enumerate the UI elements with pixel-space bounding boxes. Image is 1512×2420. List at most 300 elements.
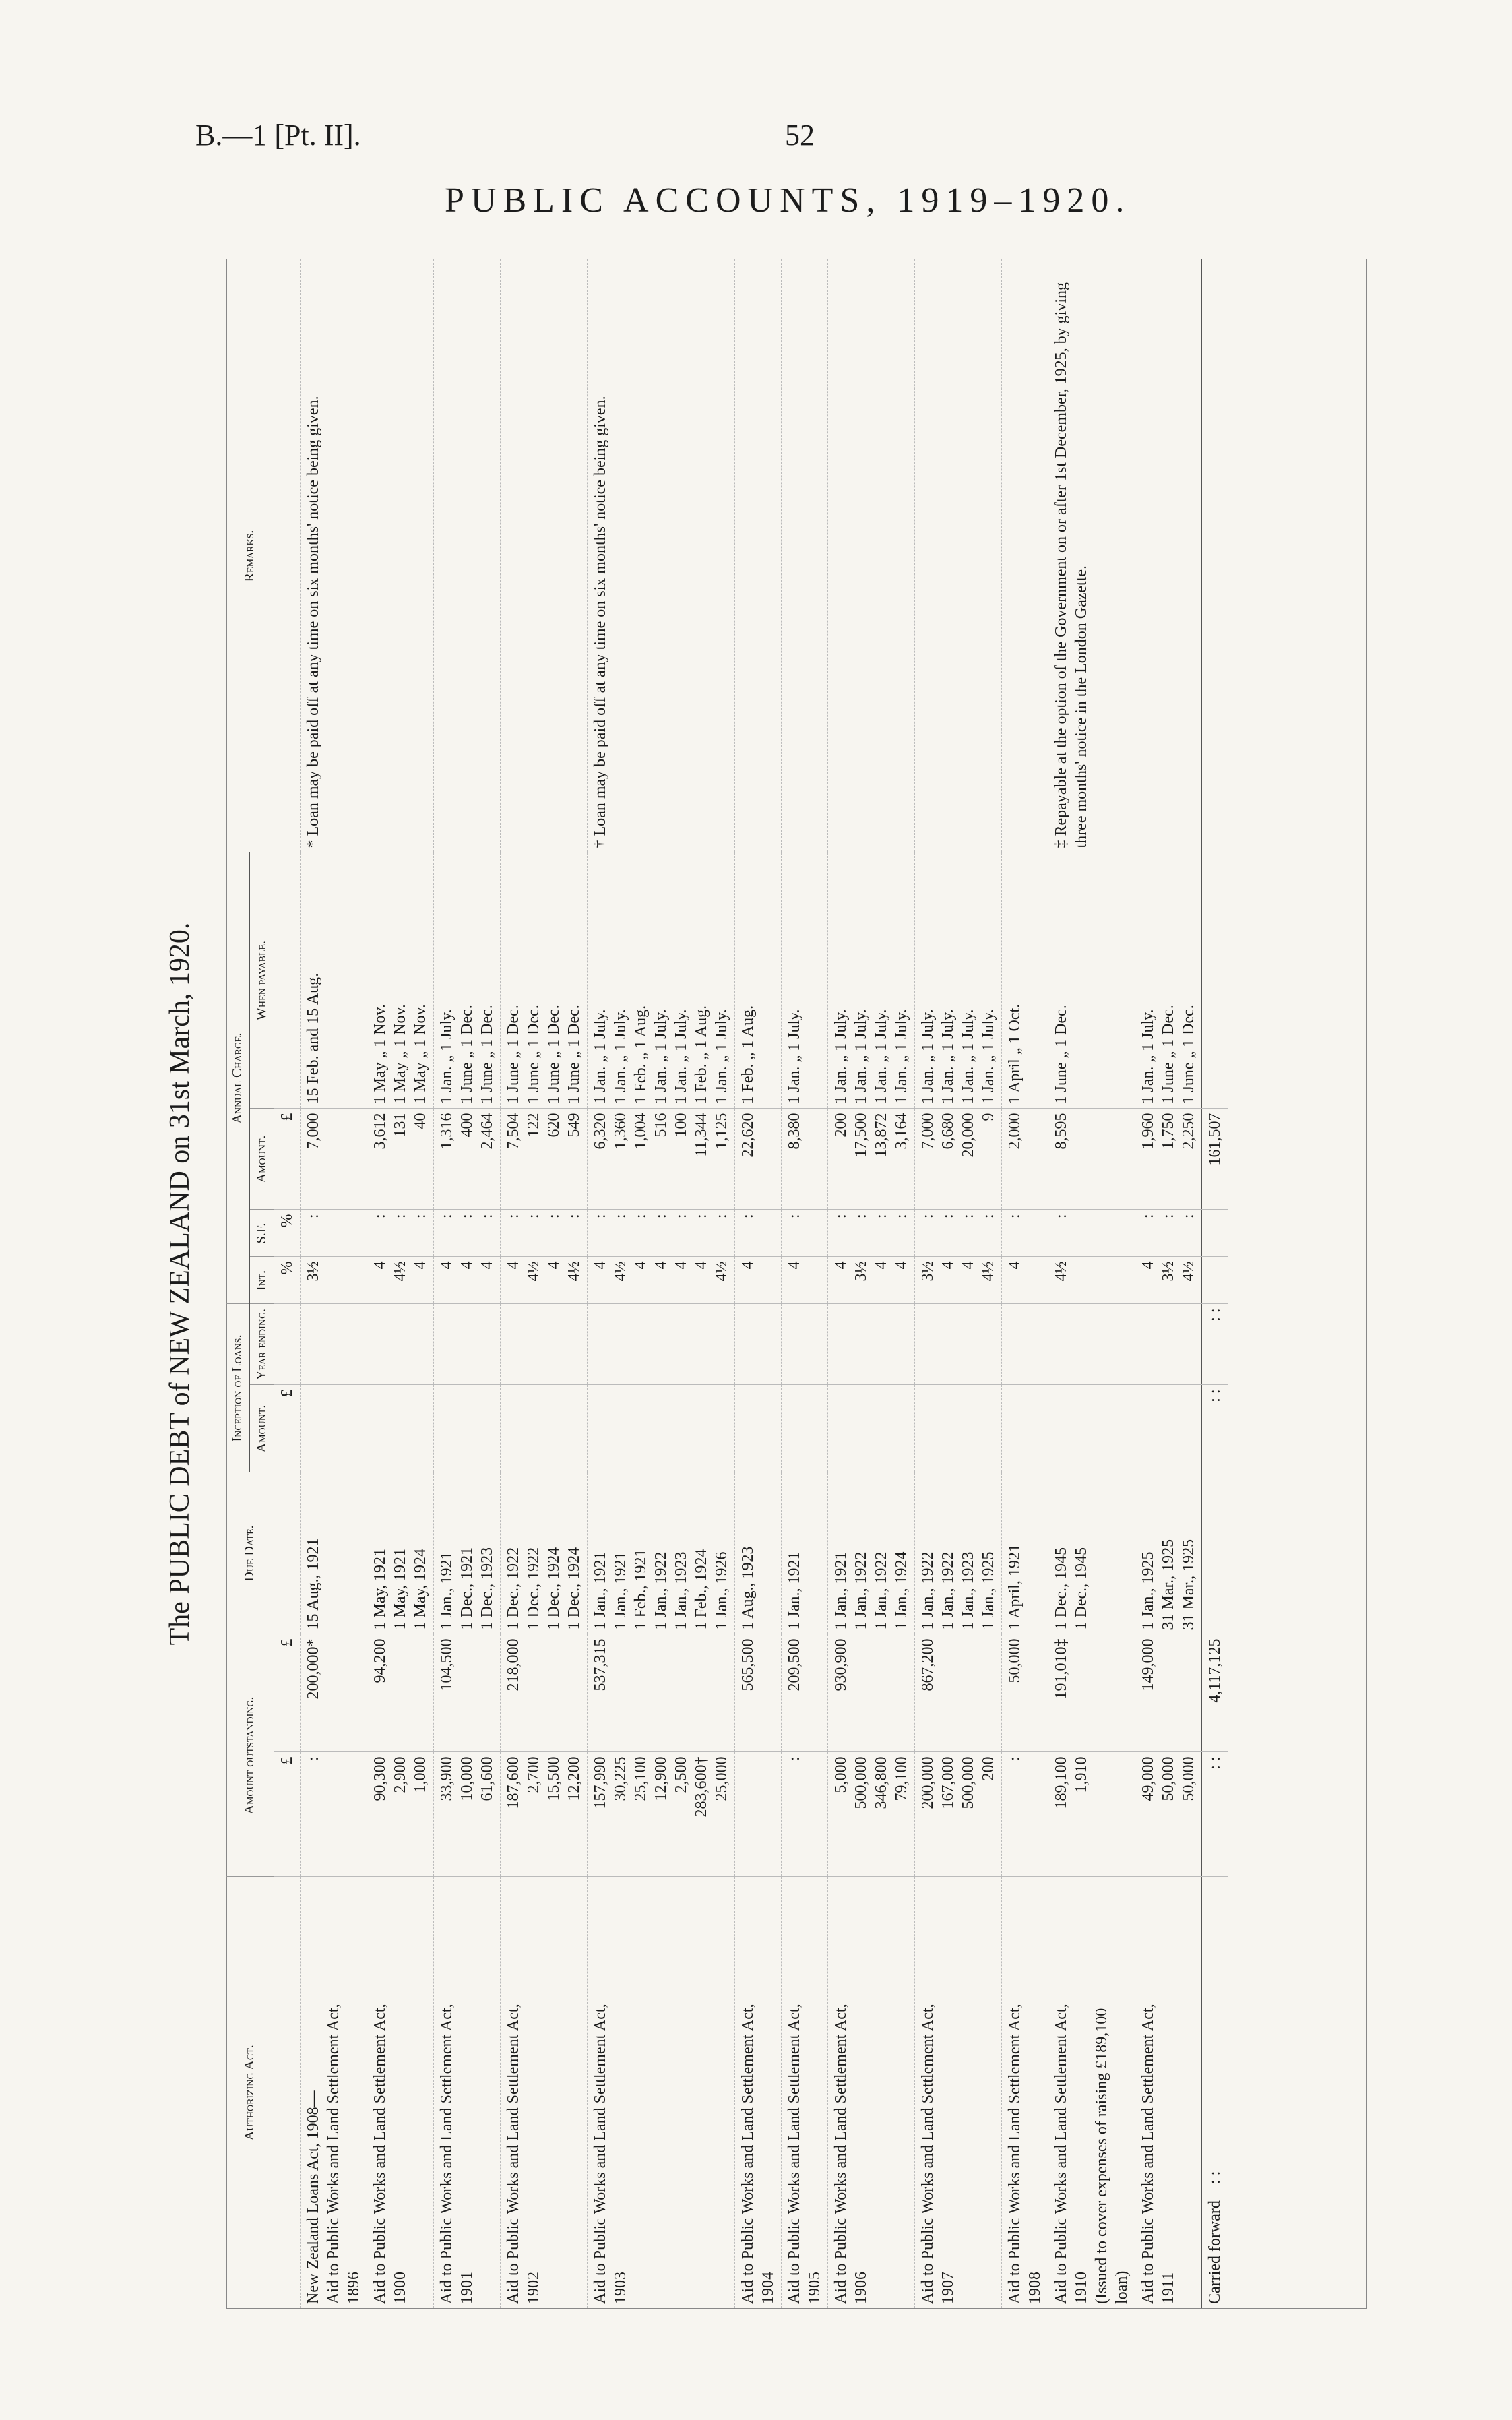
header-year-ending: Year ending. bbox=[250, 1304, 274, 1385]
inception-amount bbox=[367, 1385, 434, 1472]
charge-amount bbox=[1135, 1109, 1202, 1210]
rate-int-line: 4 bbox=[739, 1261, 757, 1270]
header-annual-charge: Annual Charge. bbox=[226, 852, 250, 1304]
due-date-line: 1 Dec., 1923 bbox=[478, 1547, 496, 1630]
authorizing-act-line: 1905 bbox=[806, 2272, 823, 2304]
authorizing-act bbox=[1002, 1877, 1048, 2308]
when-payable-line: 1 May „ 1 Nov. bbox=[412, 1004, 429, 1105]
amount-item-line: 50,000 bbox=[1160, 1756, 1177, 1801]
when-payable-line: 1 Jan. „ 1 July. bbox=[873, 1009, 890, 1105]
rate-int-line bbox=[1071, 1261, 1092, 1299]
table-row bbox=[1002, 259, 1048, 2308]
authorizing-act-line: Aid to Public Works and Land Settlement Act, bbox=[1139, 2004, 1157, 2304]
charge-amount-line: 1,004 bbox=[632, 1113, 650, 1150]
due-date-line: 1 Dec., 1945 bbox=[1052, 1547, 1070, 1630]
charge-amount-line: 13,872 bbox=[873, 1113, 890, 1158]
document-title: PUBLIC ACCOUNTS, 1919–1920. bbox=[445, 181, 1131, 220]
table-row bbox=[1048, 259, 1135, 2308]
amount-item-line: : bbox=[305, 1756, 322, 1762]
rate-sf-line: : bbox=[1160, 1214, 1177, 1219]
due-date-line: 1 Jan., 1922 bbox=[873, 1551, 890, 1630]
rate-int-line: 3½ bbox=[305, 1261, 322, 1282]
rate-int-line: 4 bbox=[505, 1261, 522, 1270]
rate-sf-line: : bbox=[565, 1214, 583, 1219]
inception-year bbox=[434, 1304, 501, 1385]
amount-total: 537,315 bbox=[588, 1634, 735, 1752]
when-payable-line bbox=[1071, 857, 1092, 1104]
amount-item bbox=[367, 1752, 434, 1877]
rate-int-line: 4½ bbox=[980, 1261, 997, 1282]
charge-amount-line: 1,360 bbox=[612, 1113, 629, 1150]
authorizing-act bbox=[828, 1877, 915, 2308]
charge-amount bbox=[735, 1109, 782, 1210]
charge-amount-line: 516 bbox=[652, 1113, 670, 1138]
amount-item-line: 200,000 bbox=[919, 1756, 937, 1809]
due-date bbox=[782, 1472, 828, 1634]
charge-amount-line: 200 bbox=[832, 1113, 850, 1138]
when-payable-line: 1 Jan. „ 1 July. bbox=[852, 1009, 870, 1105]
remarks bbox=[1002, 259, 1048, 852]
rate-sf-line: : bbox=[305, 1214, 322, 1219]
rate-sf-line: : bbox=[739, 1214, 757, 1219]
carried-forward-spacer bbox=[1202, 1210, 1228, 1257]
rate-sf-line: : bbox=[672, 1214, 690, 1219]
authorizing-act bbox=[434, 1877, 501, 2308]
when-payable-line: 1 Jan. „ 1 July. bbox=[592, 1009, 609, 1105]
rate-sf-line: : bbox=[505, 1214, 522, 1219]
rate-int-line: 4 bbox=[632, 1261, 650, 1270]
table-row bbox=[782, 259, 828, 2308]
amount-item-line: 2,500 bbox=[672, 1756, 690, 1793]
header-rate-int: Int. bbox=[250, 1257, 274, 1304]
remarks bbox=[915, 259, 1002, 852]
when-payable bbox=[588, 852, 735, 1109]
inception-year bbox=[1135, 1304, 1202, 1385]
inception-amount bbox=[828, 1385, 915, 1472]
rate-sf-line: : bbox=[893, 1214, 910, 1219]
rate-int-line: 4½ bbox=[391, 1261, 409, 1282]
when-payable bbox=[782, 852, 828, 1109]
when-payable-line: 1 Feb. „ 1 Aug. bbox=[739, 1005, 757, 1105]
amount-total: 149,000 bbox=[1135, 1634, 1202, 1752]
remarks bbox=[828, 259, 915, 852]
amount-item-line: 200 bbox=[980, 1756, 997, 1781]
due-date-line: 1 Dec., 1924 bbox=[565, 1547, 583, 1630]
remarks: † Loan may be paid off at any time on six months' notice being given. bbox=[588, 259, 735, 852]
when-payable-line: 1 June „ 1 Dec. bbox=[565, 1005, 583, 1105]
authorizing-act-line: Aid to Public Works and Land Settlement Act, bbox=[371, 2004, 389, 2304]
rate-int-line: 4 bbox=[832, 1261, 850, 1270]
rate-int bbox=[735, 1257, 782, 1304]
rate-sf-line: : bbox=[713, 1214, 730, 1219]
charge-amount-line: 22,620 bbox=[739, 1113, 757, 1158]
authorizing-act-line: Aid to Public Works and Land Settlement Act, bbox=[1006, 2004, 1023, 2304]
header-amount-outstanding: Amount outstanding. bbox=[226, 1634, 274, 1877]
rate-sf-line: : bbox=[478, 1214, 496, 1219]
when-payable-line: 1 June „ 1 Dec. bbox=[1180, 1005, 1197, 1105]
amount-total: 867,200 bbox=[915, 1634, 1002, 1752]
amount-item-line: 500,000 bbox=[852, 1756, 870, 1809]
amount-item-line: 25,100 bbox=[632, 1756, 650, 1801]
when-payable bbox=[1002, 852, 1048, 1109]
due-date bbox=[1135, 1472, 1202, 1634]
charge-amount-line: 7,000 bbox=[305, 1113, 322, 1150]
unit-pound: £ bbox=[274, 1109, 301, 1210]
amount-item-line: 1,910 bbox=[1073, 1756, 1090, 1793]
when-payable-line: 1 June „ 1 Dec. bbox=[1160, 1005, 1177, 1105]
due-date-line: 15 Aug., 1921 bbox=[305, 1538, 322, 1630]
authorizing-act-line: Aid to Public Works and Land Settlement Act, bbox=[592, 2004, 609, 2304]
rate-int-line: 3½ bbox=[919, 1261, 937, 1282]
amount-item-line: 30,225 bbox=[612, 1756, 629, 1801]
amount-item bbox=[1002, 1752, 1048, 1877]
inception-amount bbox=[301, 1385, 367, 1472]
when-payable bbox=[434, 852, 501, 1109]
authorizing-act-line: Aid to Public Works and Land Settlement Act, bbox=[786, 2004, 803, 2304]
inception-amount bbox=[1002, 1385, 1048, 1472]
rate-sf-line: : bbox=[612, 1214, 629, 1219]
due-date-line: 1 Dec., 1945 bbox=[1073, 1547, 1090, 1630]
inception-year bbox=[588, 1304, 735, 1385]
inception-amount bbox=[782, 1385, 828, 1472]
rate-sf-line: : bbox=[980, 1214, 997, 1219]
due-date-line: 1 Feb., 1921 bbox=[632, 1549, 650, 1630]
when-payable-line: 1 Jan. „ 1 July. bbox=[939, 1009, 957, 1105]
unit-percent: % bbox=[274, 1257, 301, 1304]
due-date-line: 1 Jan., 1922 bbox=[852, 1551, 870, 1630]
rate-sf-line: : bbox=[458, 1214, 476, 1219]
due-date-line: 1 Dec., 1924 bbox=[545, 1547, 563, 1630]
unit-row-spacer bbox=[274, 852, 301, 1109]
rate-int-line: 4 bbox=[412, 1261, 429, 1270]
rate-sf-line: : bbox=[1006, 1214, 1023, 1219]
rate-int-line: 4 bbox=[786, 1261, 803, 1270]
when-payable-line: 1 Jan. „ 1 July. bbox=[1139, 1009, 1157, 1105]
amount-item-line: : bbox=[1006, 1756, 1023, 1762]
rate-int-line: 4½ bbox=[565, 1261, 583, 1282]
rate-sf bbox=[1002, 1210, 1048, 1257]
due-date-line: 1 Jan., 1922 bbox=[652, 1551, 670, 1630]
amount-item-line: 12,900 bbox=[652, 1756, 670, 1801]
amount-item-line: 15,500 bbox=[545, 1756, 563, 1801]
amount-item-line: 79,100 bbox=[893, 1756, 910, 1801]
authorizing-act-line: 1901 bbox=[458, 2272, 476, 2304]
rate-sf-line: : bbox=[939, 1214, 957, 1219]
authorizing-act-line: 1896 bbox=[345, 2272, 363, 2304]
unit-pound: £ bbox=[274, 1752, 301, 1877]
authorizing-act-line: New Zealand Loans Act, 1908— bbox=[305, 2090, 322, 2304]
amount-item-line: 5,000 bbox=[832, 1756, 850, 1793]
charge-amount-line: 620 bbox=[545, 1113, 563, 1138]
due-date-line: 1 Jan., 1921 bbox=[612, 1551, 629, 1630]
charge-amount-line: 6,320 bbox=[592, 1113, 609, 1150]
table-title: The PUBLIC DEBT of NEW ZEALAND on 31st March, 1920. bbox=[164, 922, 195, 1646]
inception-amount bbox=[588, 1385, 735, 1472]
header-rate-sf: S.F. bbox=[250, 1210, 274, 1257]
rate-int-line: 4½ bbox=[1180, 1261, 1197, 1282]
charge-amount-line: 40 bbox=[412, 1113, 429, 1129]
charge-amount-line: 17,500 bbox=[852, 1113, 870, 1158]
charge-amount-line: 131 bbox=[391, 1113, 409, 1138]
rate-sf bbox=[588, 1210, 735, 1257]
rate-int-line: 4 bbox=[693, 1261, 710, 1270]
rate-sf-line: : bbox=[959, 1214, 977, 1219]
rate-int-line: 4 bbox=[652, 1261, 670, 1270]
remarks: * Loan may be paid off at any time on six months' notice being given. bbox=[301, 259, 367, 852]
due-date-line: 1 Jan., 1926 bbox=[713, 1551, 730, 1630]
amount-item-line: 49,000 bbox=[1139, 1756, 1157, 1801]
charge-amount-line: 2,000 bbox=[1006, 1113, 1023, 1150]
authorizing-act-line: Aid to Public Works and Land Settlement Act, bbox=[832, 2004, 850, 2304]
due-date-line: 1 Dec., 1921 bbox=[458, 1547, 476, 1630]
rate-sf-line: : bbox=[873, 1214, 890, 1219]
remarks: ‡ Repayable at the option of the Government on or after 1st December, 1925, by giving three months' notice in the London Gazette. bbox=[1048, 259, 1135, 852]
rate-int-line: 4 bbox=[478, 1261, 496, 1270]
due-date-line: 1 Jan., 1922 bbox=[919, 1551, 937, 1630]
due-date bbox=[367, 1472, 434, 1634]
rate-sf-line: : bbox=[371, 1214, 389, 1219]
when-payable-line: 1 Jan. „ 1 July. bbox=[786, 1009, 803, 1105]
rate-int-line: 4½ bbox=[612, 1261, 629, 1282]
rate-int-line: 4½ bbox=[713, 1261, 730, 1282]
amount-item-line bbox=[738, 1757, 758, 1873]
rate-int bbox=[434, 1257, 501, 1304]
authorizing-act bbox=[915, 1877, 1002, 2308]
when-payable-line: 1 Jan. „ 1 July. bbox=[438, 1009, 455, 1105]
rate-int-line: 4 bbox=[371, 1261, 389, 1270]
authorizing-act bbox=[1135, 1877, 1202, 2308]
unit-row-spacer bbox=[274, 259, 301, 852]
rate-int-line: 4 bbox=[873, 1261, 890, 1270]
authorizing-act-line: 1908 bbox=[1026, 2272, 1044, 2304]
charge-amount-line: 20,000 bbox=[959, 1113, 977, 1158]
due-date bbox=[588, 1472, 735, 1634]
charge-amount-line: 549 bbox=[565, 1113, 583, 1138]
amount-item bbox=[301, 1752, 367, 1877]
inception-year bbox=[915, 1304, 1002, 1385]
authorizing-act bbox=[588, 1877, 735, 2308]
due-date-line: 1 Jan., 1922 bbox=[939, 1551, 957, 1630]
amount-item-line: 187,600 bbox=[505, 1756, 522, 1809]
due-date-line: 31 Mar., 1925 bbox=[1180, 1539, 1197, 1630]
amount-item bbox=[1135, 1752, 1202, 1877]
unit-row-spacer bbox=[274, 1472, 301, 1634]
rate-int-line: 4 bbox=[959, 1261, 977, 1270]
rate-sf-line: : bbox=[1139, 1214, 1157, 1219]
when-payable-line: 1 Jan. „ 1 July. bbox=[893, 1009, 910, 1105]
charge-amount-line: 8,595 bbox=[1052, 1113, 1070, 1150]
table-row bbox=[828, 259, 915, 2308]
charge-amount bbox=[915, 1109, 1002, 1210]
due-date bbox=[1048, 1472, 1135, 1634]
inception-year bbox=[782, 1304, 828, 1385]
table-row bbox=[367, 259, 434, 2308]
rate-sf-line: : bbox=[652, 1214, 670, 1219]
charge-amount-line: 1,125 bbox=[713, 1113, 730, 1150]
amount-item-line: 1,000 bbox=[412, 1756, 429, 1793]
authorizing-act-line: 1910 bbox=[1073, 2272, 1090, 2304]
due-date-line: 1 Aug., 1923 bbox=[739, 1546, 757, 1630]
rate-int bbox=[828, 1257, 915, 1304]
when-payable bbox=[301, 852, 367, 1109]
due-date-line: 31 Mar., 1925 bbox=[1160, 1539, 1177, 1630]
due-date-line: 1 Jan., 1921 bbox=[832, 1551, 850, 1630]
authorizing-act-line: Aid to Public Works and Land Settlement Act, bbox=[505, 2004, 522, 2304]
rate-int-line: 4 bbox=[592, 1261, 609, 1270]
due-date-line: 1 Jan., 1921 bbox=[438, 1551, 455, 1630]
when-payable-line: 1 June „ 1 Dec. bbox=[458, 1005, 476, 1105]
inception-amount bbox=[501, 1385, 588, 1472]
due-date-line: 1 April, 1921 bbox=[1006, 1544, 1023, 1630]
charge-amount-line: 1,750 bbox=[1160, 1113, 1177, 1150]
inception-amount bbox=[735, 1385, 782, 1472]
rate-int-line: 4 bbox=[893, 1261, 910, 1270]
due-date bbox=[828, 1472, 915, 1634]
carried-forward-inception: : : bbox=[1202, 1385, 1228, 1472]
rate-sf bbox=[501, 1210, 588, 1257]
amount-total: 191,010‡ bbox=[1048, 1634, 1135, 1752]
authorizing-act-line: 1902 bbox=[525, 2272, 542, 2304]
rate-int-line: 4½ bbox=[1052, 1261, 1070, 1282]
authorizing-act-line: 1907 bbox=[939, 2272, 957, 2304]
public-debt-table bbox=[226, 259, 1228, 2308]
carried-forward-label: Carried forward : : bbox=[1202, 1877, 1228, 2308]
rate-sf-line: : bbox=[438, 1214, 455, 1219]
when-payable-line: 1 June „ 1 Dec. bbox=[478, 1005, 496, 1105]
when-payable-line: 1 May „ 1 Nov. bbox=[391, 1004, 409, 1105]
table-row bbox=[301, 259, 367, 2308]
rate-sf-line: : bbox=[592, 1214, 609, 1219]
charge-amount-line: 1,316 bbox=[438, 1113, 455, 1150]
rate-sf bbox=[1135, 1210, 1202, 1257]
when-payable-line: 1 Feb. „ 1 Aug. bbox=[693, 1005, 710, 1105]
rate-sf-line: : bbox=[693, 1214, 710, 1219]
when-payable-line: 1 May „ 1 Nov. bbox=[371, 1004, 389, 1105]
amount-item-line: 189,100 bbox=[1052, 1756, 1070, 1809]
rate-sf bbox=[367, 1210, 434, 1257]
charge-amount bbox=[588, 1109, 735, 1210]
charge-amount-line: 7,000 bbox=[919, 1113, 937, 1150]
due-date-line: 1 May, 1924 bbox=[412, 1549, 429, 1630]
due-date-line: 1 Jan., 1925 bbox=[980, 1551, 997, 1630]
due-date-line: 1 Feb., 1924 bbox=[693, 1549, 710, 1630]
amount-total: 209,500 bbox=[782, 1634, 828, 1752]
amount-item-line: 33,900 bbox=[438, 1756, 455, 1801]
inception-year bbox=[367, 1304, 434, 1385]
rate-int-line: 3½ bbox=[852, 1261, 870, 1282]
amount-item-line: 283,600† bbox=[693, 1756, 710, 1818]
due-date-line: 1 Jan., 1925 bbox=[1139, 1551, 1157, 1630]
amount-total: 200,000* bbox=[301, 1634, 367, 1752]
carried-forward-spacer bbox=[1202, 1472, 1228, 1634]
rate-sf-line: : bbox=[852, 1214, 870, 1219]
charge-amount-line bbox=[1071, 1113, 1092, 1205]
table-row bbox=[434, 259, 501, 2308]
inception-year bbox=[301, 1304, 367, 1385]
amount-total: 50,000 bbox=[1002, 1634, 1048, 1752]
charge-amount bbox=[1048, 1109, 1135, 1210]
charge-amount-line: 400 bbox=[458, 1113, 476, 1138]
rate-int-line: 4 bbox=[1139, 1261, 1157, 1270]
inception-year bbox=[1002, 1304, 1048, 1385]
rate-sf bbox=[434, 1210, 501, 1257]
authorizing-act-line: 1904 bbox=[759, 2272, 777, 2304]
carried-forward-spacer bbox=[1202, 259, 1228, 852]
authorizing-act bbox=[735, 1877, 782, 2308]
charge-amount-line: 7,504 bbox=[505, 1113, 522, 1150]
amount-item bbox=[915, 1752, 1002, 1877]
when-payable bbox=[367, 852, 434, 1109]
amount-item-line: 2,700 bbox=[525, 1756, 542, 1793]
when-payable bbox=[501, 852, 588, 1109]
amount-item bbox=[434, 1752, 501, 1877]
rate-int-line: 4 bbox=[672, 1261, 690, 1270]
amount-item-line: 167,000 bbox=[939, 1756, 957, 1809]
rate-sf-line: : bbox=[412, 1214, 429, 1219]
charge-amount-line: 3,612 bbox=[371, 1113, 389, 1150]
authorizing-act bbox=[301, 1877, 367, 2308]
when-payable bbox=[1135, 852, 1202, 1109]
header-remarks: Remarks. bbox=[226, 259, 274, 852]
amount-total: 930,900 bbox=[828, 1634, 915, 1752]
inception-amount bbox=[434, 1385, 501, 1472]
inception-year bbox=[828, 1304, 915, 1385]
charge-amount-line: 100 bbox=[672, 1113, 690, 1138]
rate-sf-line: : bbox=[919, 1214, 937, 1219]
inception-amount bbox=[915, 1385, 1002, 1472]
remarks bbox=[501, 259, 588, 852]
when-payable-line: 1 June „ 1 Dec. bbox=[1052, 1005, 1070, 1105]
inception-year bbox=[501, 1304, 588, 1385]
charge-amount bbox=[828, 1109, 915, 1210]
authorizing-act bbox=[1048, 1877, 1135, 2308]
carried-forward-spacer bbox=[1202, 1257, 1228, 1304]
amount-item-line: 90,300 bbox=[371, 1756, 389, 1801]
when-payable bbox=[915, 852, 1002, 1109]
rate-int bbox=[782, 1257, 828, 1304]
authorizing-act-line: Aid to Public Works and Land Settlement Act, bbox=[1052, 2004, 1070, 2304]
rate-sf bbox=[301, 1210, 367, 1257]
when-payable bbox=[1048, 852, 1135, 1109]
due-date-line: 1 Jan., 1923 bbox=[959, 1551, 977, 1630]
amount-item bbox=[828, 1752, 915, 1877]
rate-sf-line: : bbox=[545, 1214, 563, 1219]
unit-row-spacer bbox=[274, 1877, 301, 2308]
page-number: 52 bbox=[785, 119, 815, 152]
authorizing-act-line: loan) bbox=[1113, 2270, 1131, 2304]
rate-sf-line: : bbox=[391, 1214, 409, 1219]
authorizing-act-line: 1906 bbox=[852, 2272, 870, 2304]
rate-sf-line: : bbox=[786, 1214, 803, 1219]
amount-item-line: 25,000 bbox=[713, 1756, 730, 1801]
charge-amount-line: 8,380 bbox=[786, 1113, 803, 1150]
when-payable-line: 1 April „ 1 Oct. bbox=[1006, 1003, 1023, 1105]
amount-total: 104,500 bbox=[434, 1634, 501, 1752]
charge-amount-line: 11,344 bbox=[693, 1113, 710, 1157]
carried-forward-year: : : bbox=[1202, 1304, 1228, 1385]
when-payable-line: 1 Jan. „ 1 July. bbox=[713, 1009, 730, 1105]
table-row bbox=[915, 259, 1002, 2308]
when-payable bbox=[828, 852, 915, 1109]
authorizing-act-line: Aid to Public Works and Land Settlement Act, bbox=[739, 2004, 757, 2304]
rate-sf bbox=[915, 1210, 1002, 1257]
table-row bbox=[588, 259, 735, 2308]
rotated-table-region bbox=[164, 259, 1364, 2308]
rate-int bbox=[501, 1257, 588, 1304]
authorizing-act-line: Aid to Public Works and Land Settlement Act, bbox=[919, 2004, 937, 2304]
when-payable-line: 1 Jan. „ 1 July. bbox=[832, 1009, 850, 1105]
rate-int bbox=[1002, 1257, 1048, 1304]
